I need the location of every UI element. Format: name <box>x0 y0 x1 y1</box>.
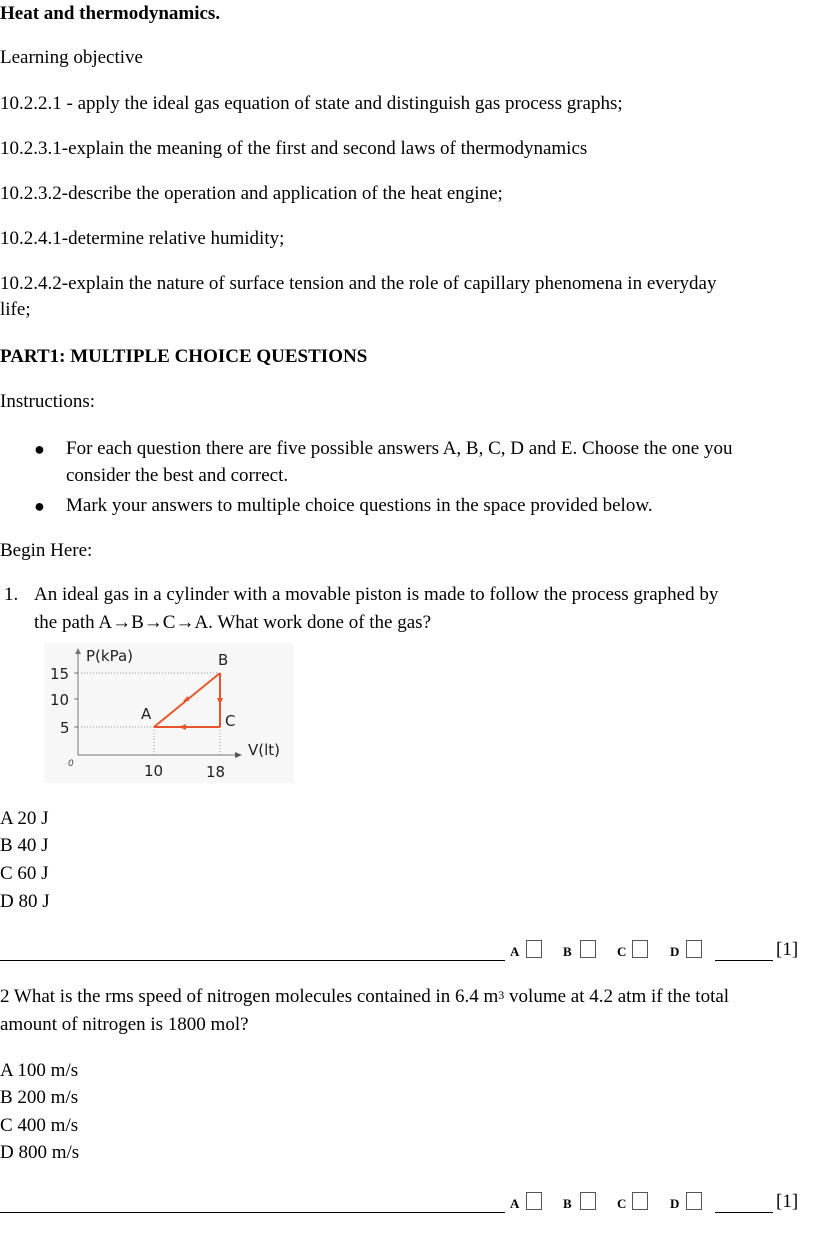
answer-label-a: A <box>510 1196 520 1211</box>
answer-label-a: A <box>510 944 520 959</box>
q2-superscript: 3 <box>498 988 505 1002</box>
q1-option-c: C 60 J <box>0 863 49 884</box>
q1-option-b: B 40 J <box>0 835 49 856</box>
answer-line-right <box>715 1212 773 1213</box>
q2-answer-box-b[interactable] <box>580 1192 596 1210</box>
graph-background <box>44 643 294 783</box>
q1-answer-box-a[interactable] <box>526 940 542 958</box>
q1-answer-box-b[interactable] <box>580 940 596 958</box>
q2-option-a: A 100 m/s <box>0 1060 79 1081</box>
answer-label-b: B <box>563 944 572 959</box>
q1-answer-row <box>0 938 816 968</box>
objective-2: 10.2.3.1-explain the meaning of the first and second laws of thermodynamics <box>0 138 588 159</box>
bullet-icon: ● <box>34 496 45 516</box>
point-label-c: C <box>225 712 236 730</box>
question-1-number: 1. <box>4 584 19 605</box>
question-2-line-2: amount of nitrogen is 1800 mol? <box>0 1014 249 1035</box>
q2-answer-box-d[interactable] <box>686 1192 702 1210</box>
q2-answer-row <box>0 1190 816 1220</box>
y-tick-label-5: 5 <box>60 719 70 737</box>
y-axis-label: P(kPa) <box>86 647 133 665</box>
answer-line <box>0 1212 505 1213</box>
q1-answer-box-c[interactable] <box>632 940 648 958</box>
objective-5-continuation: life; <box>0 299 31 320</box>
q2-text-pre: 2 What is the rms speed of nitrogen molecules contained in 6.4 m <box>0 986 499 1007</box>
origin-label: 0 <box>68 759 74 769</box>
answer-label-c: C <box>617 944 627 959</box>
learning-objective-heading: Learning objective <box>0 47 143 68</box>
q1-answer-box-d[interactable] <box>686 940 702 958</box>
q2-option-c: C 400 m/s <box>0 1115 79 1136</box>
bullet-icon: ● <box>34 439 45 459</box>
instruction-1-line-2: consider the best and correct. <box>66 465 289 486</box>
objective-4: 10.2.4.1-determine relative humidity; <box>0 228 285 249</box>
q2-option-b: B 200 m/s <box>0 1087 79 1108</box>
answer-line-right <box>715 960 773 961</box>
answer-line <box>0 960 505 961</box>
q2-marks: [1] <box>776 1191 799 1212</box>
part-heading: PART1: MULTIPLE CHOICE QUESTIONS <box>0 346 368 367</box>
question-2-line-1 <box>0 985 729 1009</box>
answer-label-b: B <box>563 1196 572 1211</box>
question-1-line-1: An ideal gas in a cylinder with a movable piston is made to follow the process graphed by <box>34 584 719 605</box>
y-tick-label-10: 10 <box>50 691 70 709</box>
y-tick-label-15: 15 <box>50 665 70 683</box>
answer-label-d: D <box>670 1196 680 1211</box>
x-axis-label: V(lt) <box>248 741 281 759</box>
q2-option-d: D 800 m/s <box>0 1142 80 1163</box>
instruction-2: Mark your answers to multiple choice questions in the space provided below. <box>66 495 653 516</box>
q1-option-d: D 80 J <box>0 891 50 912</box>
q1-marks: [1] <box>776 939 799 960</box>
answer-label-c: C <box>617 1196 627 1211</box>
point-label-b: B <box>218 651 229 669</box>
begin-here: Begin Here: <box>0 540 93 561</box>
objective-1: 10.2.2.1 - apply the ideal gas equation of state and distinguish gas process graphs; <box>0 93 623 114</box>
q2-answer-box-a[interactable] <box>526 1192 542 1210</box>
q1-option-a: A 20 J <box>0 808 49 829</box>
x-tick-label-18: 18 <box>206 763 226 781</box>
answer-label-d: D <box>670 944 680 959</box>
x-tick-label-10: 10 <box>144 762 164 780</box>
objective-5: 10.2.4.2-explain the nature of surface tension and the role of capillary phenomena in everyday <box>0 273 717 294</box>
instructions-heading: Instructions: <box>0 391 95 412</box>
q2-text-post: volume at 4.2 atm if the total <box>504 986 730 1007</box>
question-1-line-2: the path A→B→C→A. What work done of the gas? <box>34 612 431 633</box>
instruction-1-line-1: For each question there are five possible answers A, B, C, D and E. Choose the one you <box>66 438 733 459</box>
pv-diagram <box>44 643 294 783</box>
page-title: Heat and thermodynamics. <box>0 3 221 24</box>
q2-answer-box-c[interactable] <box>632 1192 648 1210</box>
objective-3: 10.2.3.2-describe the operation and application of the heat engine; <box>0 183 503 204</box>
point-label-a: A <box>141 705 152 723</box>
